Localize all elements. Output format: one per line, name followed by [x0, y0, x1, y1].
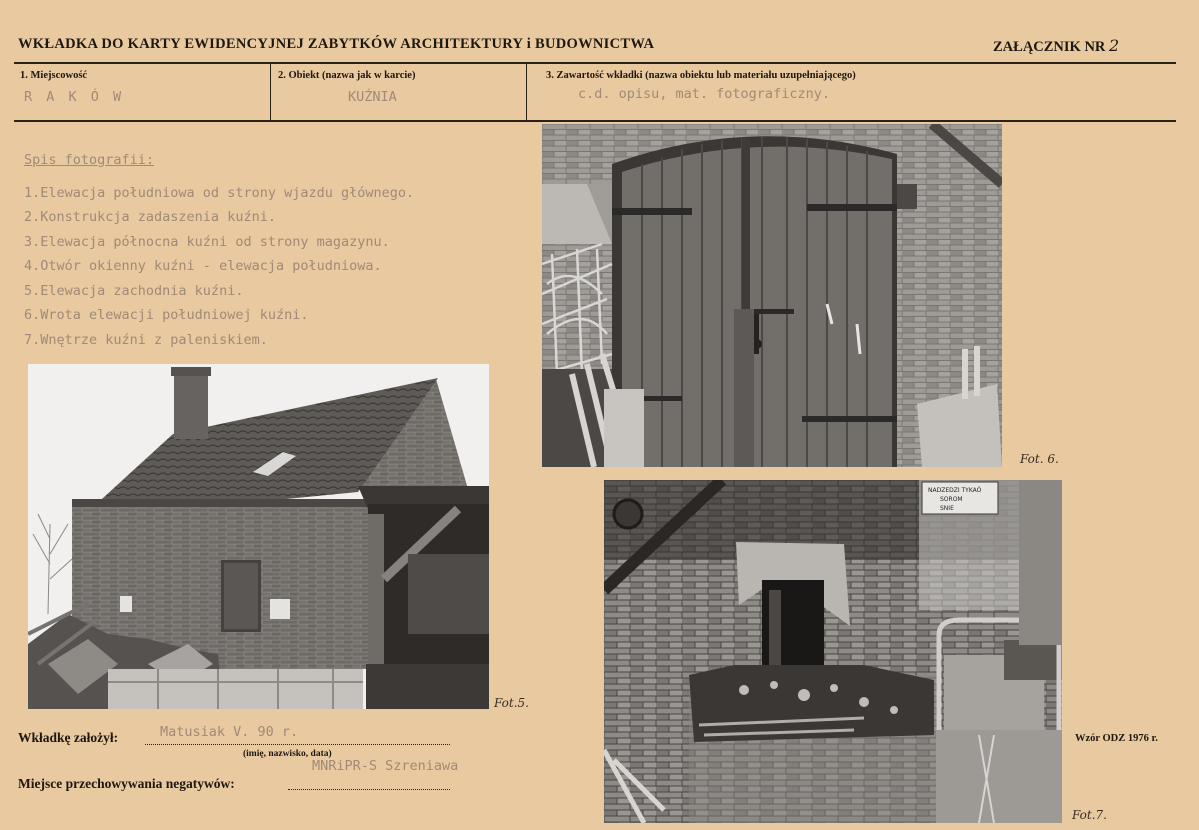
photo-list — [24, 148, 414, 352]
content-value: c.d. opisu, mat. fotograficzny. — [578, 86, 830, 102]
author-value: Matusiak V. 90 r. — [160, 724, 299, 740]
field-divider-2 — [526, 64, 527, 120]
list-item: 2.Konstrukcja zadaszenia kuźni. — [24, 209, 276, 225]
object-value: KUŹNIA — [348, 89, 397, 105]
author-dotline — [145, 744, 450, 745]
list-item: 7.Wnętrze kuźni z paleniskiem. — [24, 331, 268, 348]
sign-text-1: NADZEDZI TYKAÓ — [928, 487, 982, 494]
author-label: Wkładkę założył: — [18, 730, 119, 745]
sign-text-3: SNIE — [940, 505, 954, 512]
field-divider-1 — [270, 64, 271, 120]
list-item: 3.Elewacja północna kuźni od strony magazynu. — [24, 233, 390, 250]
fields-rule — [14, 120, 1176, 122]
object-label: 2. Obiekt (nazwa jak w karcie) — [278, 70, 416, 81]
header-rule — [14, 62, 1176, 64]
forge-hearth-photo — [604, 480, 1062, 823]
content-label: 3. Zawartość wkładki (nazwa obiektu lub materiału uzupełniającego) — [546, 70, 856, 81]
photo-list-title: Spis fotografii: — [24, 152, 155, 168]
locality-value: R A K Ó W — [24, 89, 125, 105]
locality-label: 1. Miejscowość — [20, 70, 88, 81]
attachment-label: ZAŁĄCZNIK NR — [993, 39, 1106, 55]
storage-value: MNRiPR-S Szreniawa — [312, 758, 459, 774]
list-item: 6.Wrota elewacji południowej kuźni. — [24, 307, 309, 323]
photo-fot5 — [28, 364, 489, 709]
forge-exterior-photo — [28, 364, 489, 709]
storage-label: Miejsce przechowywania negatywów: — [18, 776, 235, 791]
fot5-caption: Fot.5. — [494, 696, 529, 710]
list-item: 1.Elewacja południowa od strony wjazdu głównego. — [24, 184, 415, 201]
form-code: Wzór ODZ 1976 r. — [1075, 733, 1158, 744]
fot6-caption: Fot. 6. — [1020, 452, 1059, 466]
sign-text-2: SOROM — [940, 496, 963, 503]
list-item: 4.Otwór okienny kuźni - elewacja południowa. — [24, 258, 382, 274]
attachment-number — [993, 36, 1119, 56]
photo-fot6 — [542, 124, 1002, 467]
list-item: 5.Elewacja zachodnia kuźni. — [24, 282, 244, 299]
attachment-number-value: 2 — [1109, 36, 1120, 55]
photo-fot7 — [604, 480, 1062, 823]
document-title: WKŁADKA DO KARTY EWIDENCYJNEJ ZABYTKÓW ARCHITEKTURY i BUDOWNICTWA — [18, 36, 655, 52]
author-sublabel: (imię, nazwisko, data) — [243, 749, 332, 759]
storage-dotline — [288, 789, 450, 790]
fot7-caption: Fot.7. — [1072, 808, 1107, 822]
forge-door-photo — [542, 124, 1002, 467]
